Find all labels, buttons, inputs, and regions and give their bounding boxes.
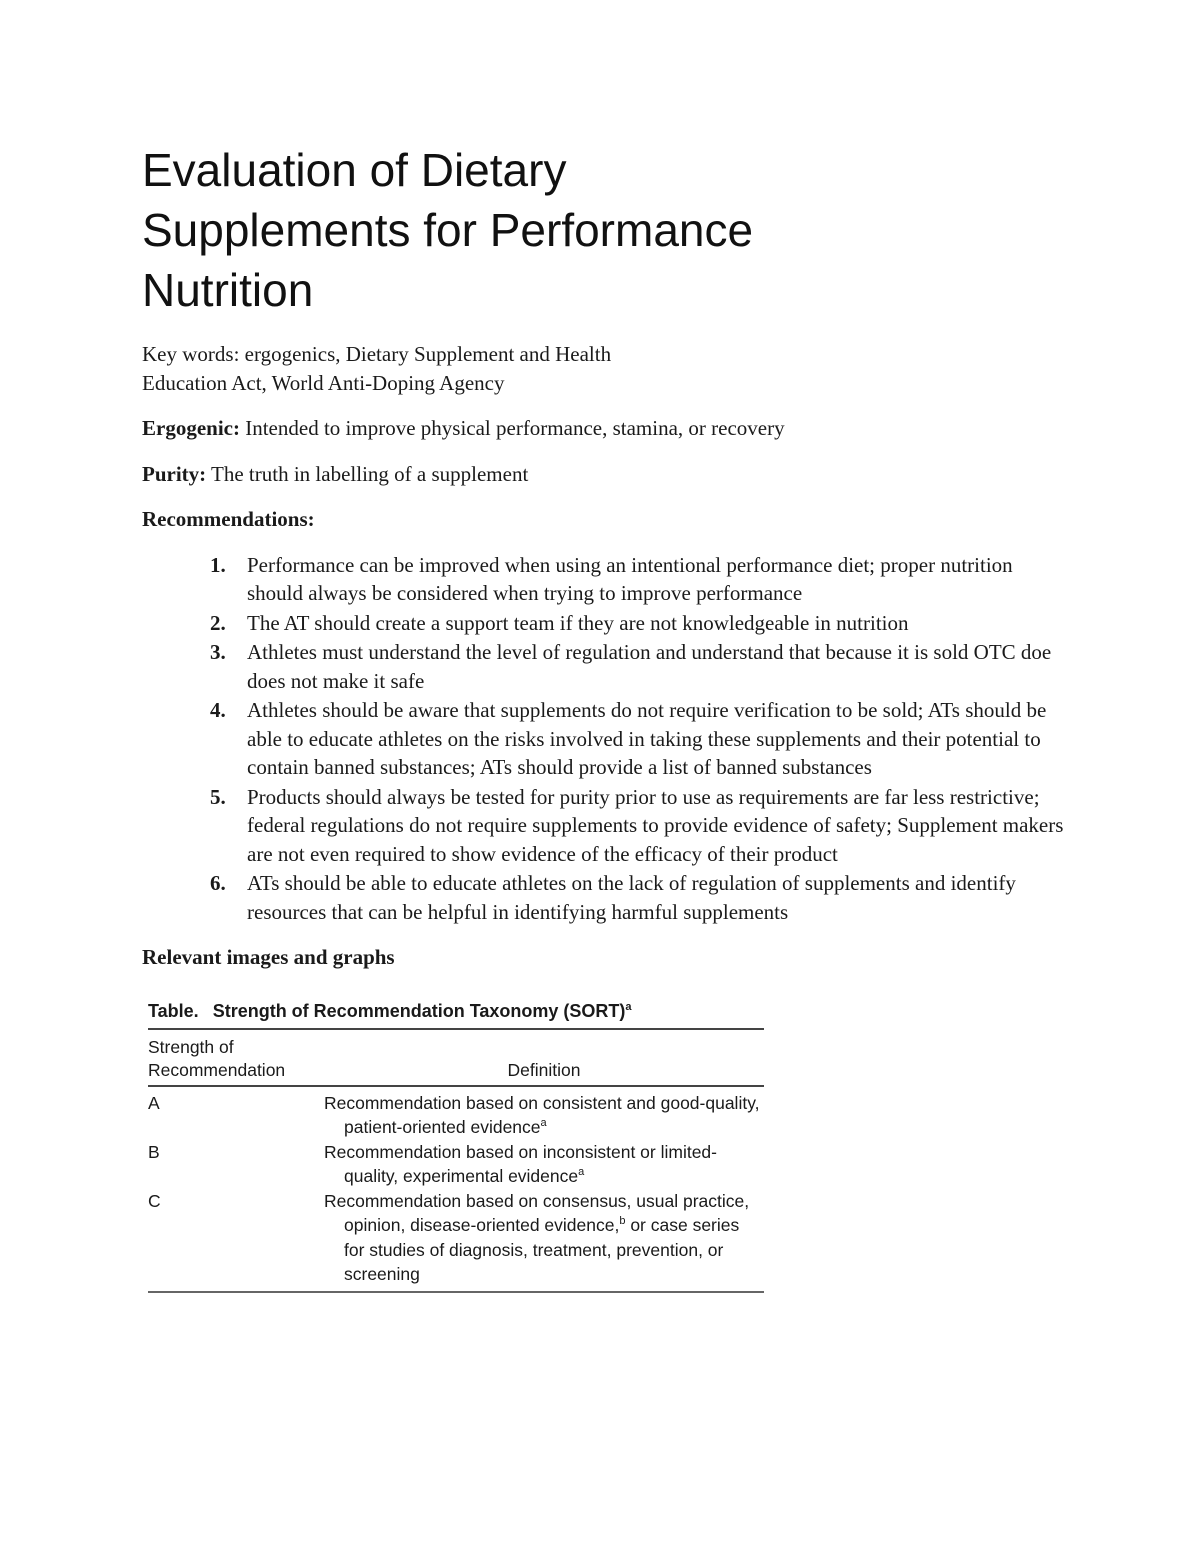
recommendations-heading: Recommendations:: [142, 507, 315, 531]
table-row: [148, 1140, 764, 1189]
keywords-line-1: Key words: ergogenics, Dietary Supplement and Health: [142, 342, 612, 366]
title-line-1: Evaluation of Dietary: [142, 144, 567, 196]
sort-header-strength-line-1: Strength of: [148, 1036, 234, 1057]
table-row: [148, 1189, 764, 1287]
list-item-number: 6.: [210, 871, 226, 895]
sort-grade: C: [148, 1190, 161, 1211]
sort-definition-text: Recommendation based on consensus, usual practice, opinion, disease-oriented evidence,: [324, 1190, 750, 1235]
list-item-number: 5.: [210, 784, 226, 809]
list-item-text: Performance can be improved when using an intentional performance diet; proper nutrition should always be considered when trying to improve performance: [247, 552, 1013, 605]
keywords-line-2: Education Act, World Anti-Doping Agency: [142, 370, 505, 395]
list-item: [210, 696, 1072, 782]
images-heading: Relevant images and graphs: [142, 945, 395, 969]
title-line-3: Nutrition: [142, 264, 314, 316]
sort-definition-sup: b: [619, 1215, 626, 1228]
list-item-text: Athletes should be aware that supplements do not require verification to be sold; ATs should be able to educate athletes on the risks involved in taking these supplements and their potential to contain banned substances; ATs should provide a list of banned substances: [247, 698, 1047, 779]
sort-table-header: [148, 1030, 764, 1087]
sort-table-image: [148, 1000, 764, 1293]
sort-definition: [324, 1091, 764, 1140]
list-item-text: Athletes must understand the level of regulation and understand that because it is sold OTC doe does not make it safe: [247, 640, 1052, 693]
sort-caption-sup: a: [625, 1000, 632, 1013]
sort-header-definition: Definition: [507, 1059, 581, 1080]
document-page: [142, 140, 1072, 1293]
list-item-number: 4.: [210, 698, 226, 722]
definition-term: Ergogenic:: [142, 416, 240, 440]
list-item-number: 1.: [210, 552, 226, 577]
list-item: [210, 609, 1072, 638]
sort-definition-sup: a: [540, 1117, 547, 1130]
list-item: [210, 551, 1072, 608]
list-item: [210, 783, 1072, 869]
list-item: [210, 869, 1072, 926]
recommendations-list: [142, 551, 1072, 927]
sort-header-strength: [148, 1036, 324, 1082]
title-line-2: Supplements for Performance: [142, 204, 754, 256]
sort-table-caption: [148, 1000, 764, 1030]
sort-caption-title: Strength of Recommendation Taxonomy (SORT): [212, 1000, 626, 1021]
sort-definition: [324, 1140, 764, 1189]
sort-caption-label: Table.: [148, 1000, 199, 1021]
sort-header-strength-line-2: Recommendation: [148, 1059, 286, 1080]
definition-text: Intended to improve physical performance, stamina, or recovery: [245, 416, 785, 440]
list-item: [210, 638, 1072, 695]
sort-grade: B: [148, 1141, 160, 1162]
sort-definition-text: Recommendation based on inconsistent or limited-quality, experimental evidence: [324, 1141, 717, 1186]
definition-term: Purity:: [142, 461, 207, 486]
definition-text: The truth in labelling of a supplement: [211, 461, 529, 486]
sort-definition-suffix: or case series for studies of diagnosis, treatment, prevention, or screening: [344, 1215, 740, 1284]
sort-definition: [324, 1189, 764, 1287]
page-title: [142, 140, 1072, 320]
keywords: [142, 340, 1072, 397]
sort-table-body: [148, 1087, 764, 1293]
list-item-number: 2.: [210, 610, 226, 635]
sort-definition-text: Recommendation based on consistent and good-quality, patient-oriented evidence: [324, 1092, 760, 1137]
list-item-text: ATs should be able to educate athletes on the lack of regulation of supplements and identify resources that can be helpful in identifying harmful supplements: [247, 871, 1016, 924]
definition-purity: [142, 460, 1072, 489]
sort-definition-sup: a: [578, 1166, 585, 1179]
definition-ergogenic: [142, 414, 1072, 443]
sort-grade: A: [148, 1092, 160, 1113]
list-item-number: 3.: [210, 640, 226, 664]
list-item-text: The AT should create a support team if they are not knowledgeable in nutrition: [247, 610, 909, 635]
list-item-text: Products should always be tested for purity prior to use as requirements are far less restrictive; federal regulations do not require supplements to provide evidence of safety; Supplement makers are not even required to show evidence of the efficacy of their product: [247, 784, 1064, 866]
table-row: [148, 1091, 764, 1140]
